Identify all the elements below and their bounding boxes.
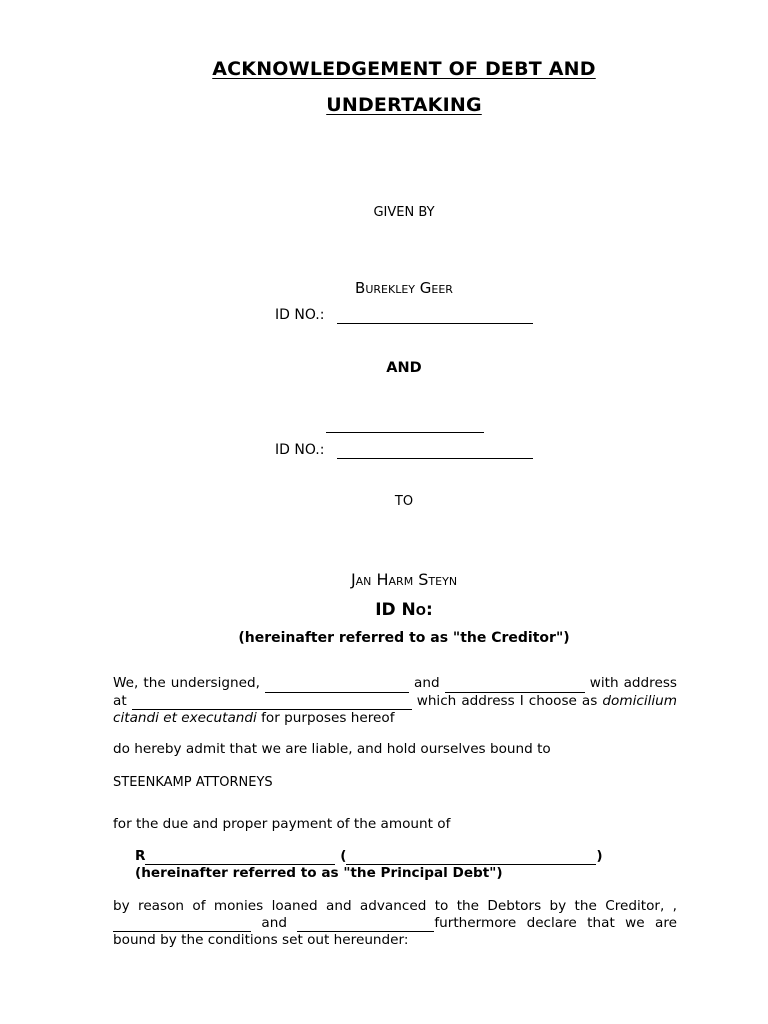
para4-text-1: by reason of monies loaned and advanced to the Debtors by the Creditor, , — [113, 898, 677, 914]
amount-row — [135, 848, 603, 865]
domicilium-italic: domicilium citandi et executandi — [113, 692, 678, 726]
para1-text-2: and — [409, 675, 445, 691]
debtor-blank-1 — [113, 915, 251, 933]
payment-paragraph: for the due and proper payment of the amount of — [113, 816, 451, 832]
address-blank — [132, 693, 412, 711]
principal-debt-reference: (hereinafter referred to as "the Principal Debt") — [135, 865, 503, 881]
second-debtor-id-row — [275, 442, 533, 459]
given-by-label: GIVEN BY — [373, 205, 435, 220]
para1-text-4: which address I choose as — [411, 692, 603, 709]
para1-text-1: We, the undersigned, — [113, 675, 265, 691]
amount-words-blank — [346, 848, 596, 865]
attorneys-name: STEENKAMP ATTORNEYS — [113, 775, 273, 790]
amount-close-paren: ) — [596, 848, 603, 864]
debtor-id-label: ID NO.: — [275, 307, 325, 323]
debtor-blank-2 — [297, 915, 434, 933]
para1-text-5: for purposes hereof — [256, 710, 395, 726]
para1-text-3: with address at — [113, 675, 678, 709]
and-label: AND — [386, 360, 422, 376]
currency-symbol: R — [135, 848, 146, 864]
liability-paragraph: do hereby admit that we are liable, and hold ourselves bound to — [113, 741, 551, 757]
conditions-paragraph — [113, 898, 677, 949]
document-title-line2: UNDERTAKING — [326, 94, 482, 116]
debtor-name: Burekley Geer — [355, 279, 453, 297]
para4-text-2: and — [251, 914, 298, 931]
amount-figures-blank — [145, 848, 335, 865]
undersigned-paragraph — [113, 675, 677, 727]
second-debtor-id-blank — [337, 442, 533, 459]
creditor-name: Jan Harm Steyn — [350, 570, 458, 589]
para4-text-3: furthermore declare that we are bound by the conditions set out hereunder: — [113, 914, 677, 948]
second-debtor-id-label: ID NO.: — [275, 442, 325, 458]
second-debtor-name-blank — [326, 416, 484, 433]
creditor-reference: (hereinafter referred to as "the Creditor") — [238, 630, 570, 646]
undersigned-name-blank-1 — [265, 675, 409, 693]
document-title-line1: ACKNOWLEDGEMENT OF DEBT AND — [212, 58, 596, 80]
debtor-id-row — [275, 307, 533, 324]
amount-open-paren: ( — [335, 848, 347, 864]
undersigned-name-blank-2 — [445, 675, 585, 693]
creditor-id-label: ID No: — [375, 600, 433, 620]
to-label: TO — [394, 494, 414, 509]
debtor-id-blank — [337, 307, 533, 324]
